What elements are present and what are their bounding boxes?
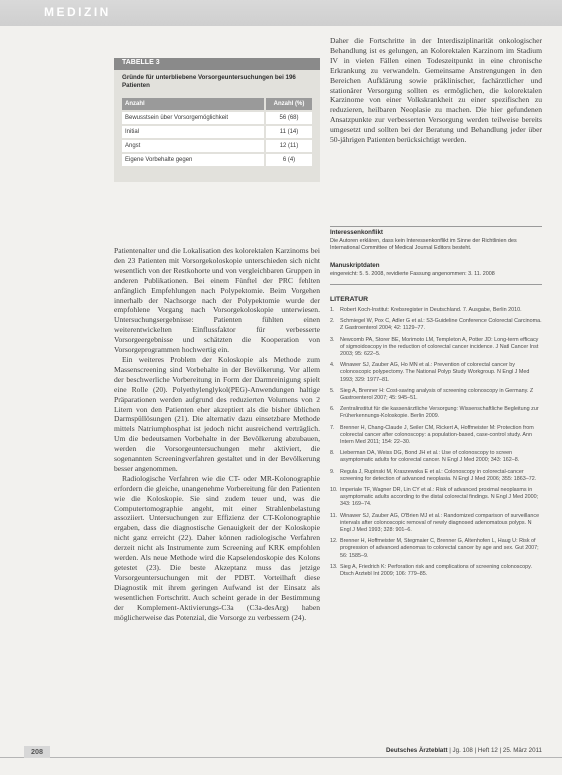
table-title: Gründe für unterbliebene Vorsorgeuntersuchungen bei 196 Patienten: [122, 74, 296, 89]
section-label: MEDIZIN: [44, 5, 111, 19]
reference-item: [330, 388, 542, 402]
reference-number: 12.: [330, 538, 338, 545]
paragraph: Radiologische Verfahren wie die CT- oder MR-Kolonographie erfordern die gleiche, unangenehme Vorbereitung für den Patienten wie die Koloskopie. Sie sind zudem teuer und, was die Computertomographie angeht, mit einer Strahlenbelastung assoziiert. Untersuchungen zur Effizienz der CT-Kolonographie ergaben, dass die diagnostische Genauigkeit der der Koloskopie nicht ganz erreicht (22). Daher können radiologische Verfahren derzeit nicht als Instrumente zum Screening auf KRK empfohlen werden. Als neue Methode wird die Kapselendoskopie des Kolons getestet (23). Die beste Akzeptanz muss das jetzige Vorsorgeuntersuchungen mit der PDBT. Vorteilhaft diese Diagnostik mit ihrem geringen Aufwand ist der Einsatz als wesentlichen Fortschritt. Auch scheint gerade in der Bestimmung der Komplement-Aktivierungs-C3a (C3a-desArg) haben möglicherweise das Potenzial, die Vorsorge zu verbessern (24).: [114, 473, 320, 622]
reference-text: Brenner H, Chang-Claude J, Seiler CM, Rickert A, Hoffmeister M: Protection from colorectal cancer after colonoscopy: a population-based, case-control study. Ann Intern Med 2011; 154: 22–30.: [340, 424, 534, 446]
reference-text: Winawer SJ, Zauber AG, Ho MN et al.: Prevention of colorectal cancer by colonoscopic polypectomy. The National Polyp Study Workgroup. N Engl J Med 1993; 329: 1977–81.: [340, 362, 530, 383]
table-cell: 12 (11): [266, 140, 312, 152]
divider: [330, 284, 542, 285]
reference-text: Sieg A, Brenner H: Cost-saving analysis of screening colonoscopy in Germany. Z Gastroenterol 2007; 45: 945–51.: [340, 387, 534, 402]
reference-number: 1.: [330, 307, 335, 313]
reference-text: Sieg A, Friedrich K: Perforation risk and complications of screening colonoscopy. Dtsch Arztebl Int 2009; 106: 779–85.: [340, 563, 532, 578]
table-cell: Eigene Vorbehalte gegen: [122, 154, 264, 166]
table-cell: Bewusstsein über Vorsorgemöglichkeit: [122, 112, 264, 124]
reference-item: [330, 425, 542, 447]
table-cell: 56 (68): [266, 112, 312, 124]
journal-name: Deutsches Ärzteblatt: [385, 747, 448, 754]
table-header-row: [122, 98, 312, 110]
table-row: [122, 112, 312, 124]
reference-number: 2.: [330, 318, 335, 325]
reference-item: [330, 450, 542, 464]
reference-item: [330, 318, 542, 332]
table-header-bar: [114, 58, 320, 70]
table-cell: 6 (4): [266, 154, 312, 166]
reference-item: [330, 469, 542, 483]
reference-number: 13.: [330, 563, 338, 570]
literature-heading: LITERATUR: [330, 296, 369, 303]
table-column-header: Anzahl (%): [266, 98, 312, 110]
reference-list: [330, 307, 542, 582]
reference-text: Lieberman DA, Weiss DG, Bond JH et al.: Use of colonoscopy to screen asymptomatic adults for colorectal cancer. N Engl J Med 2000; 343: 162–8.: [340, 450, 520, 464]
reference-number: 10.: [330, 487, 338, 494]
reference-item: [330, 513, 542, 535]
manuscript-data-text: eingereicht: 5. 5. 2008, revidierte Fassung angenommen: 3. 11. 2008: [330, 271, 495, 277]
reference-number: 6.: [330, 406, 335, 413]
interest-conflict-title: Interessenkonflikt: [330, 229, 383, 236]
divider: [330, 226, 542, 227]
right-column-text: [330, 36, 542, 145]
paragraph: Ein weiteres Problem der Koloskopie als Methode zum Massenscreening sind Vorbehalte in der Bevölkerung. Vor allem der beschwerliche Vorbereitung in Form der Darmreinigung spielt eine Rolle (20). Polyethylenglykol(PEG)-Anwendungen haltige Präparationen werden aufgrund des reduzierten Volumens von 2 Litern von den Patienten eher akzeptiert als die bisher üblichen Darmspüllösungen (21). Die alternativ dazu einsetzbare Methode mittels Natriumphosphat ist jedoch nicht ausreichend verträglich. Um die bedeutsamen Vorbehalte in der Bevölkerung abzubauen, werden die Vorsorgeuntersuchungen mehr aktiviert, die sogenannten Screeningverfahren gestaltet und in der Bevölkerung besser angenommen.: [114, 354, 320, 473]
reference-number: 9.: [330, 468, 335, 475]
reference-text: Robert Koch-Institut: Krebsregister in Deutschland. 7. Ausgabe, Berlin 2010.: [340, 307, 522, 313]
paragraph: Daher die Fortschritte in der Interdisziplinarität onkologischer Behandlung ist es gelungen, an Kolorektalen Karzinom im Stadium IV in vielen Fällen einen Todeszeitpunkt in eine chronische Erkrankung zu verwandeln. Gemeinsame Anstrengungen in den Bereichen Aufklärung sowie präklinischer, fachärztlicher und stationärer Versorgung sollten es ermöglichen, die kolorektalen Karzinome von einer Volkskrankheit zu einer spezifischen zu reduzieren, heilbaren Neoplasie zu machen. Die hier gefundenen Ansatzpunkte zur verbesserten Versorgung werden teilweise bereits umgesetzt und sollten bei der Beratung und Behandlung jeder über 50-jährigen Patienten berücksichtigt werden.: [330, 36, 542, 145]
section-header-bar: [0, 0, 562, 26]
reference-item: [330, 362, 542, 384]
manuscript-data-title: Manuskriptdaten: [330, 262, 380, 269]
reference-item: [330, 538, 542, 560]
table-cell: Initial: [122, 126, 264, 138]
interest-conflict-text: Die Autoren erklären, dass kein Interessenkonflikt im Sinne der Richtlinien des International Committee of Medical Journal Editors besteht.: [330, 238, 517, 251]
reference-number: 5.: [330, 387, 335, 394]
reference-number: 8.: [330, 450, 335, 457]
reference-item: [330, 564, 542, 578]
reference-item: [330, 307, 542, 314]
reference-number: 3.: [330, 336, 335, 343]
table-row: [122, 154, 312, 166]
table-column-header: Anzahl: [122, 98, 264, 110]
reference-text: Brenner H, Hoffmeister M, Stegmaier C, Brenner G, Altenhofen L, Haug U: Risk of progression of advanced adenomas to colorectal cancer by age and sex. Gut 2007; 56: 1585–9.: [340, 538, 539, 559]
reference-item: [330, 406, 542, 420]
reference-text: Imperiale TF, Wagner DR, Lin CY et al.: Risk of advanced proximal neoplasms in asymptomatic adults according to the distal colorectal findings. N Engl J Med 2000; 343: 169–74.: [340, 487, 539, 508]
table-cell: 11 (14): [266, 126, 312, 138]
table-box: [114, 58, 320, 182]
reference-number: 4.: [330, 362, 335, 369]
page-number: 208: [24, 746, 50, 758]
table-cell: Angst: [122, 140, 264, 152]
reference-text: Newcomb PA, Storer BE, Morimoto LM, Templeton A, Potter JD: Long-term efficacy of sigmoidoscopy in the reduction of colorectal cancer incidence. J Natl Cancer Inst 2003; 95: 622–5.: [340, 336, 539, 358]
reference-number: 7.: [330, 424, 335, 431]
table-row: [122, 126, 312, 138]
journal-citation: [386, 747, 542, 754]
table-row: [122, 140, 312, 152]
left-column-text: [114, 246, 320, 622]
reference-item: [330, 337, 542, 359]
reference-text: Regula J, Rupinski M, Kraszewska E et al.: Colonoscopy in colorectal-cancer screening for detection of advanced neoplasia. N Engl J Med 2006; 355: 1863–72.: [340, 468, 537, 482]
table-label: TABELLE 3: [122, 59, 160, 66]
reference-text: Winawer SJ, Zauber AG, O'Brien MJ et al.: Randomized comparison of surveillance intervals after colonoscopic removal of newly diagnosed adenomatous polyps. N Engl J Med 1993; 328: 901–6.: [340, 512, 540, 534]
journal-issue: | Jg. 108 | Heft 12 | 25. März 2011: [449, 747, 542, 754]
reference-item: [330, 487, 542, 509]
footer-divider: [0, 757, 562, 758]
paragraph: Patientenalter und die Lokalisation des kolorektalen Karzinoms bei den 23 Patienten mit Vorsorgekoloskopie unterschieden sich nicht wesentlich von der Restkohorte und von vergleichbaren Gruppen in anderen Publikationen. Bei einem Fünftel der PRC fehlten anfänglich Empfehlungen nach Polypektomie. Beim Vorgehen innerhalb der Nachsorge nach der Polypektomie wurde der empfohlene Vorgang nach Vorsorgekoloskopie unterwiesen. Untersuchungsergebnisse: Patienten fühlten einen weiterentwickelten Einflussfaktor für verbesserte Vorsorgeergebnisse und schätzten die Kooperation von Vorsorgeprogrammen hochwertig ein.: [114, 246, 320, 355]
reference-number: 11.: [330, 512, 338, 519]
reference-text: Schmiegel W, Pox C, Adler G et al.: S3-Guideline Conference Colorectal Carcinoma. Z Gastroenterol 2004; 42: 1129–77.: [340, 318, 542, 332]
reference-text: Zentralinstitut für die kassenärztliche Versorgung: Wissenschaftliche Begleitung zur Früherkennungs-Koloskopie. Berlin 2009.: [340, 406, 539, 420]
